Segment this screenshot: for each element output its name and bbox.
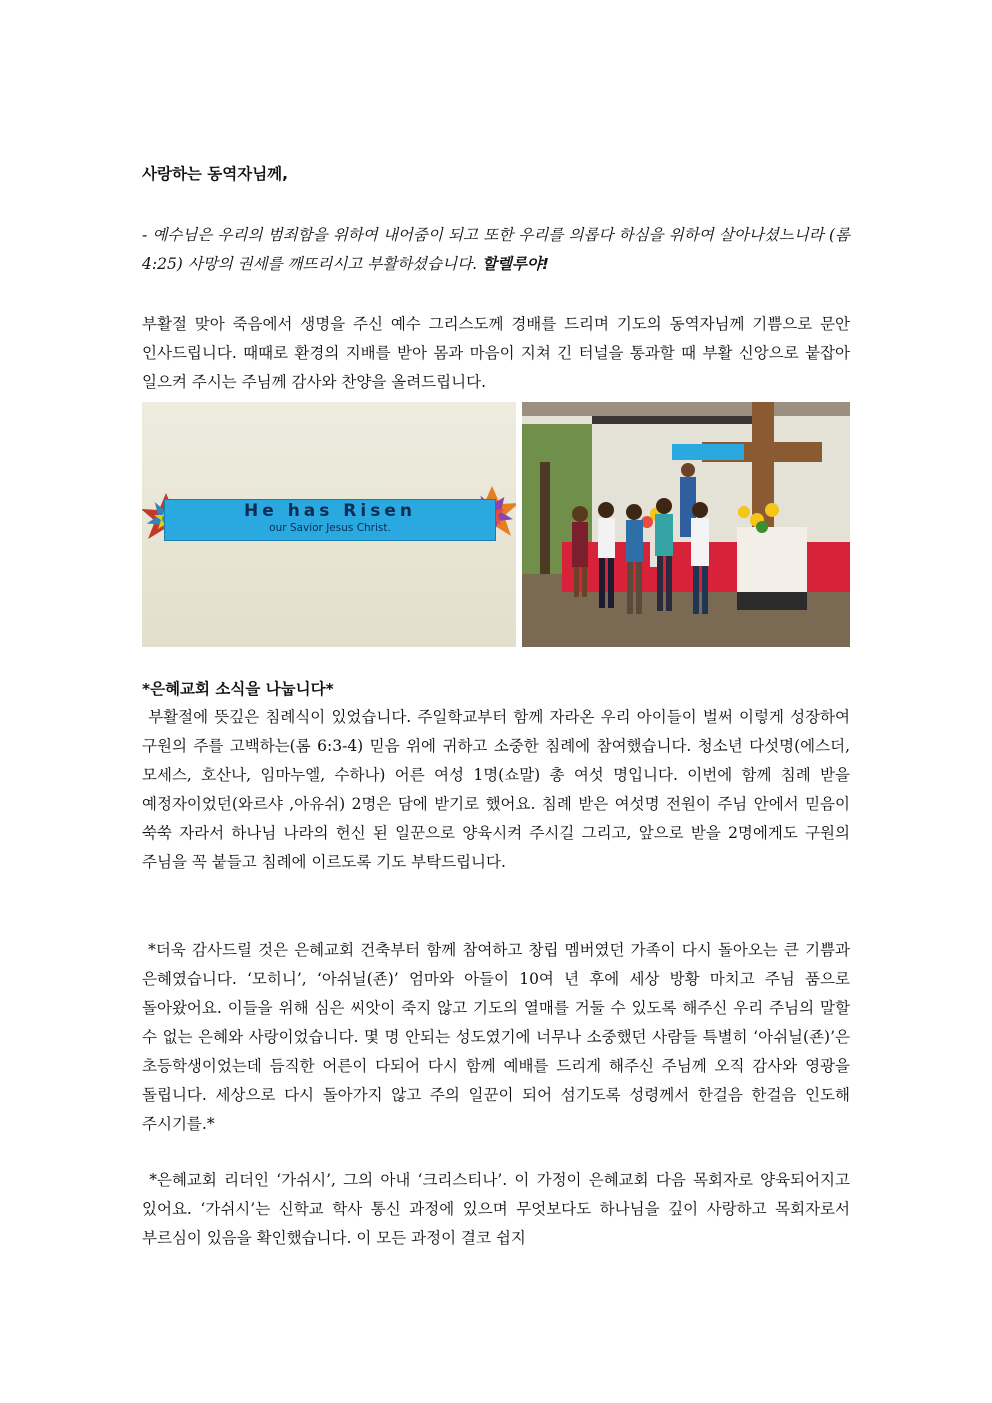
baptism-news-paragraph [142,703,850,877]
returning-family-paragraph [142,936,850,1139]
banner-main-text: He has Risen [244,501,416,521]
returning-family-text: *더욱 감사드릴 것은 은혜교회 건축부터 함께 참여하고 창립 멤버였던 가족이 다시 돌아오는 큰 기쁨과 은혜였습니다. ‘모히니’, ‘아쉬닐(죤)’ 엄마와 아들이 10여 년 후에 세상 방황 마치고 주님 품으로 돌아왔어요. 이들을 위해 심은 씨앗이 죽지 않고 기도의 열매를 거둘 수 있도록 해주신 우리 주님의 말할 수 없는 은혜와 사랑이었습니다. 몇 명 안되는 성도였기에 너무나 소중했던 사람들 특별히 ‘아쉬닐(죤)’은 초등학생이었는데 듬직한 어른이 다되어 다시 함께 예배를 드리게 해주신 주님께 오직 감사와 영광을 돌립니다. 세상으로 다시 돌아가지 않고 주의 일꾼이 되어 섬기도록 성령께서 한걸음 한걸음 인도해 주시기를.* [142,941,850,1133]
verse-exclamation: 할렐루야! [481,255,549,273]
church-scene-illustration [522,402,850,647]
leader-family-paragraph [142,1166,850,1253]
photo-children-choir [522,402,850,647]
small-banner [672,444,744,460]
leader-family-text: *은혜교회 리더인 ‘가쉬시’, 그의 아내 ‘크리스티나’. 이 가정이 은혜교회 다음 목회자로 양육되어지고 있어요. ‘가쉬시’는 신학교 학사 통신 과정에 있으며 무엇보다도 하나님을 깊이 사랑하고 목회자로서 부르심이 있음을 확인했습니다. 이 모든 과정이 결코 쉽지 [142,1171,850,1247]
he-has-risen-banner [164,499,496,541]
scripture-verse [142,221,850,279]
pulpit [737,527,807,602]
photo-easter-banner [142,402,516,647]
banner-sub-text: our Savior Jesus Christ. [269,522,391,534]
section-title: *은혜교회 소식을 나눕니다* [142,680,334,698]
baptism-news-text: 부활절에 뜻깊은 침례식이 있었습니다. 주일학교부터 함께 자라온 우리 아이들이 벌써 이렇게 성장하여 구원의 주를 고백하는(롬 6:3-4) 믿음 위에 귀하고 소중한 침례에 참여했습니다. 청소년 다섯명(에스더, 모세스, 호산나, 임마누엘, 수하나) 어른 여성 1명(쇼말) 총 여섯 명입니다. 이번에 함께 침례 받을 예정자이었던(와르샤 ,아유쉬) 2명은 담에 받기로 했어요. 침례 받은 여섯명 전원이 주님 안에서 믿음이 쑥쑥 자라서 하나님 나라의 헌신 된 일꾼으로 양육시켜 주시길 그리고, 앞으로 받을 2명에게도 구원의 주님을 꼭 붙들고 침례에 이르도록 기도 부탁드립니다. [142,708,850,871]
greeting: 사랑하는 동역자님께, [142,165,289,183]
verse-text: - 예수님은 우리의 범죄함을 위하여 내어줌이 되고 또한 우리를 의롭다 하심을 위하여 살아나셨느니라 (롬 4:25) 사망의 권세를 깨뜨리시고 부활하셨습니다. [142,226,850,273]
easter-greeting-paragraph: 부활절 맞아 죽음에서 생명을 주신 예수 그리스도께 경배를 드리며 기도의 동역자님께 기쁨으로 문안 인사드립니다. 때때로 환경의 지배를 받아 몸과 마음이 지쳐 긴 터널을 통과할 때 부활 신앙으로 붙잡아 일으켜 주시는 주님께 감사와 찬양을 올려드립니다. [142,315,850,391]
